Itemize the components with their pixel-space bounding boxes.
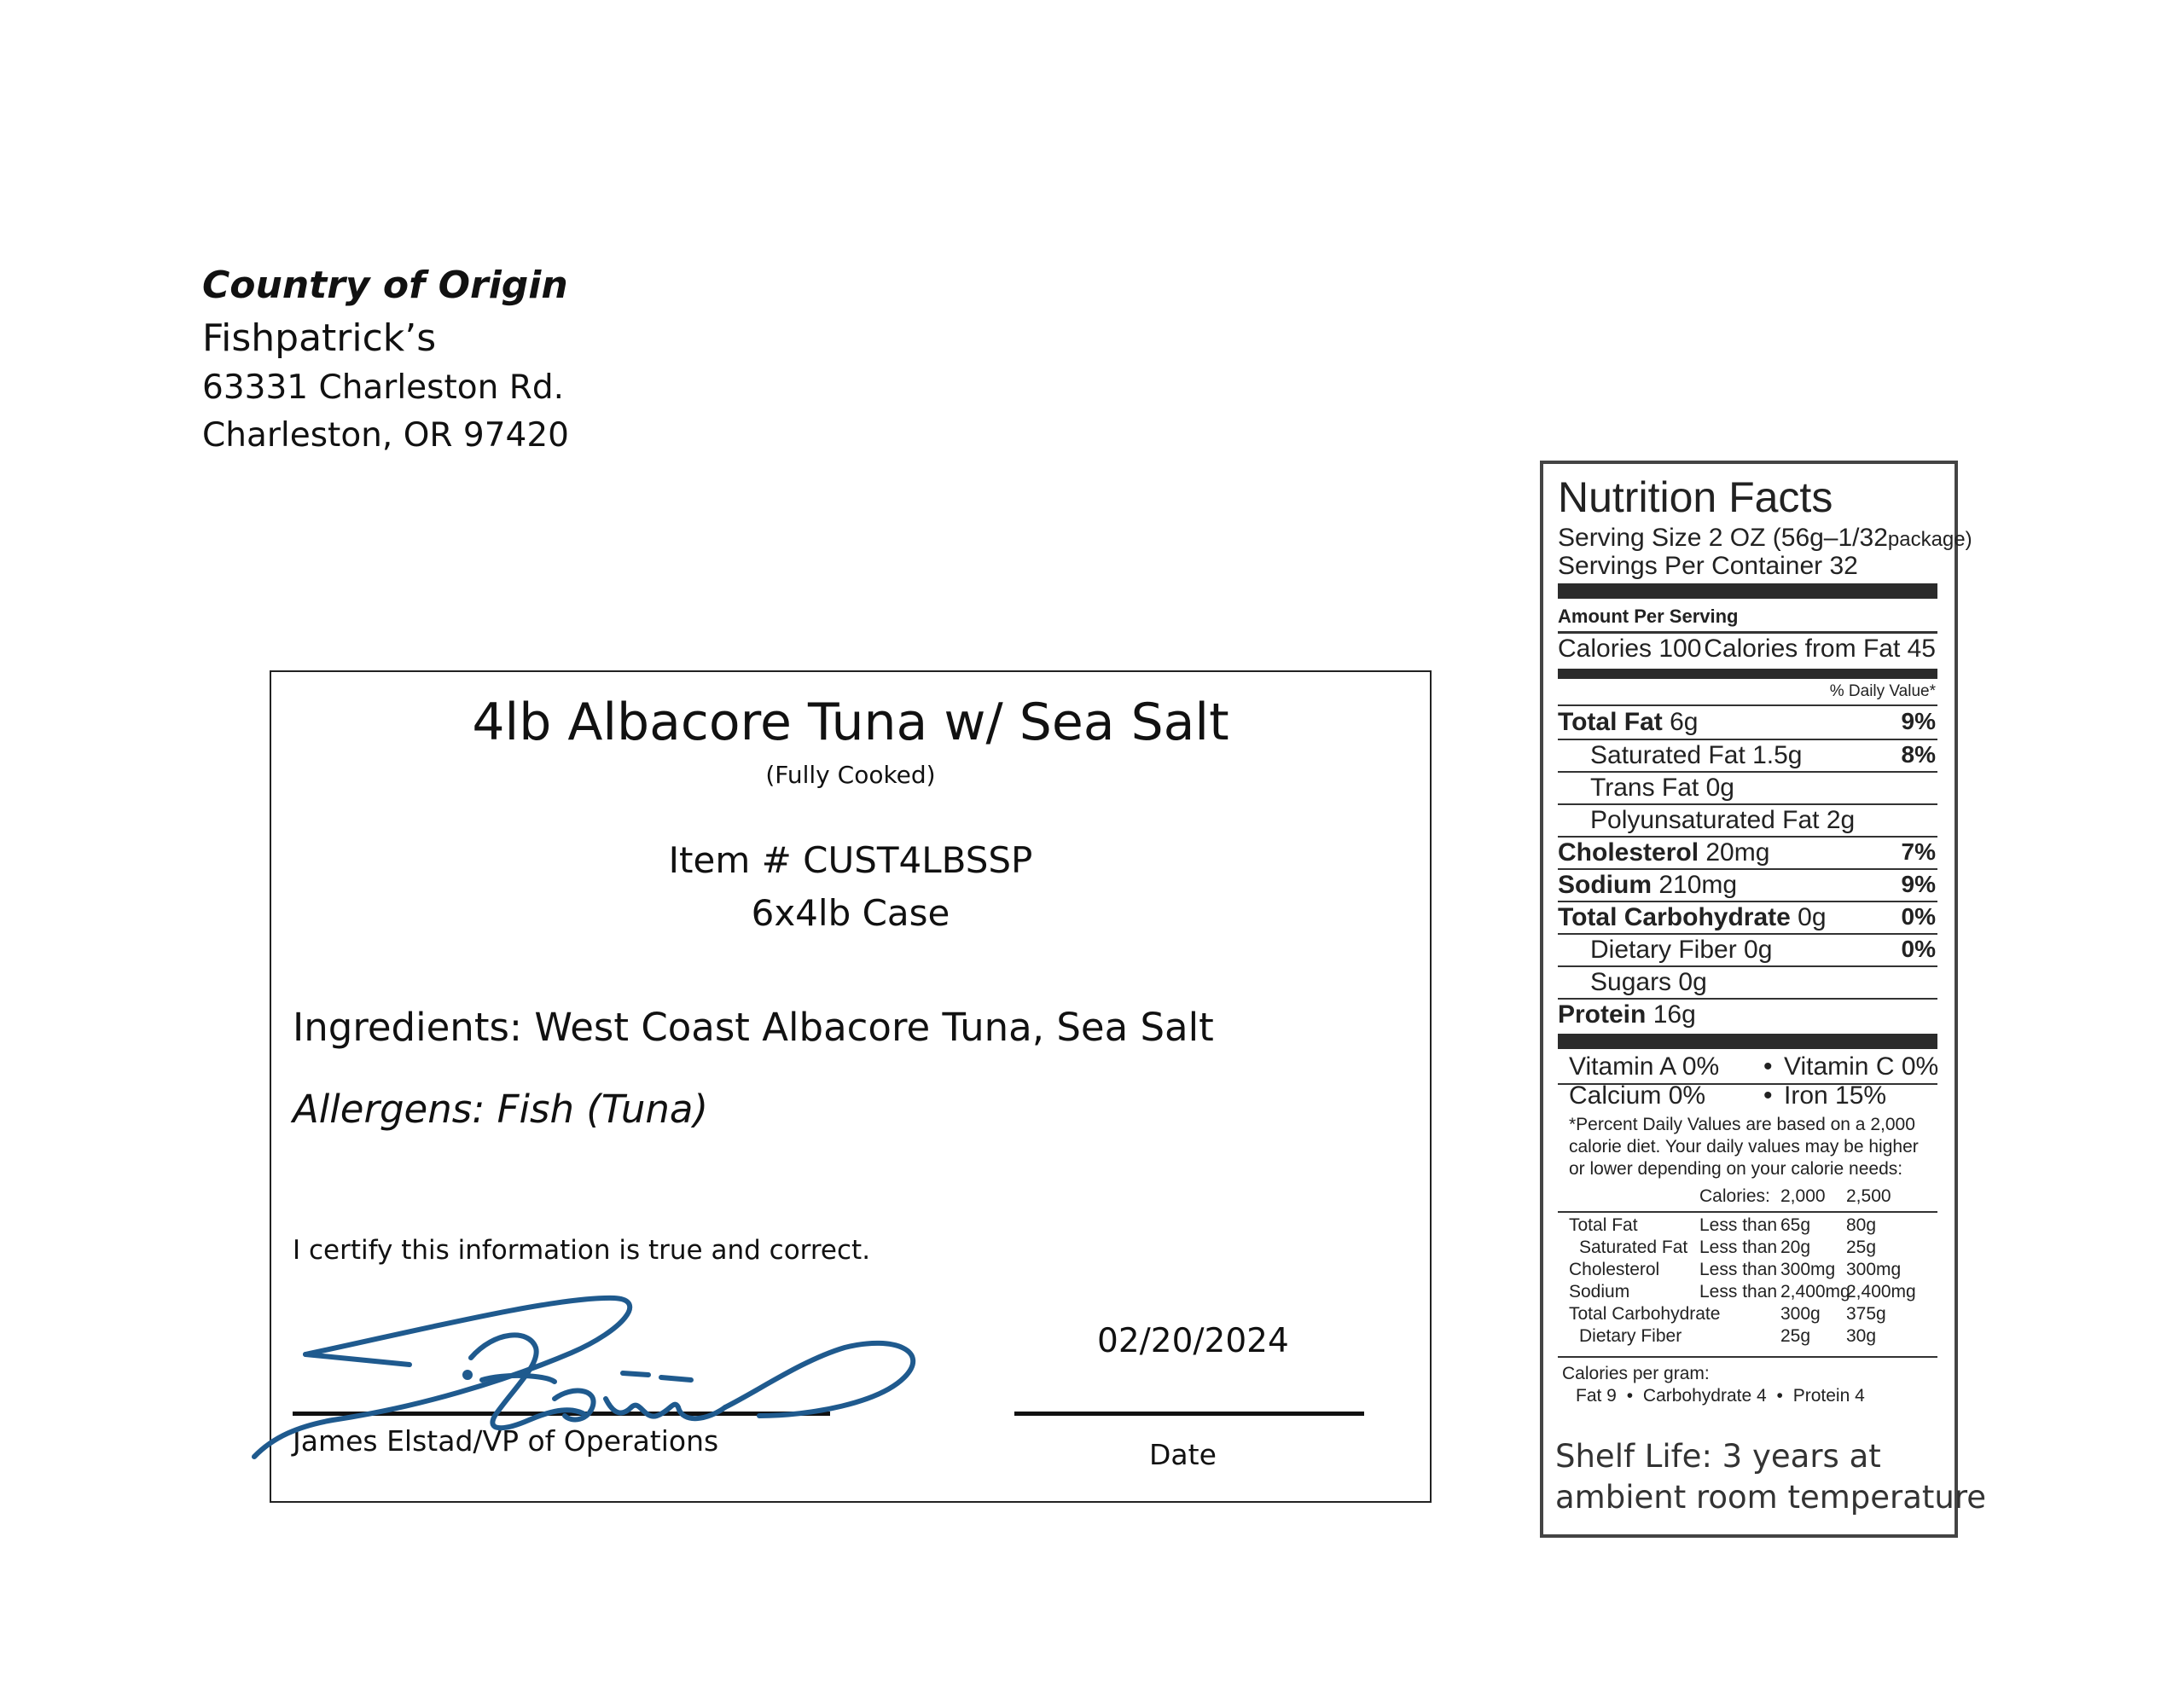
iron: Iron 15% [1784, 1081, 1887, 1110]
allergens: Allergens: Fish (Tuna) [293, 1087, 709, 1132]
table-col-2500: 2,500 [1846, 1186, 1891, 1206]
product-title: 4lb Albacore Tuna w/ Sea Salt [472, 693, 1229, 752]
row-dietary-fiber: Dietary Fiber 0g [1590, 936, 1773, 964]
item-number: Item # CUST4LBSSP [668, 839, 1033, 881]
signatory-name: James Elstad/VP of Operations [293, 1424, 719, 1458]
bullet-icon: • [1763, 1052, 1773, 1081]
calories: Calories 100 [1558, 635, 1702, 663]
origin-heading: Country of Origin [202, 264, 568, 307]
nutrition-title: Nutrition Facts [1558, 473, 1833, 521]
handwritten-signature [247, 1279, 930, 1475]
calcium: Calcium 0% [1569, 1081, 1706, 1110]
vitamin-c: Vitamin C 0% [1784, 1052, 1939, 1081]
shelf-life-line-1: Shelf Life: 3 years at [1555, 1438, 1881, 1475]
origin-block [202, 262, 569, 460]
ingredients: Ingredients: West Coast Albacore Tuna, Sea Salt [293, 1005, 1214, 1050]
date-label: Date [1149, 1438, 1217, 1471]
daily-value-header: % Daily Value* [1829, 682, 1936, 700]
certification-statement: I certify this information is true and correct. [293, 1235, 871, 1266]
row-total-carbohydrate: Total Carbohydrate 0g [1558, 903, 1827, 931]
date-value: 02/20/2024 [1097, 1322, 1289, 1360]
row-trans-fat: Trans Fat 0g [1590, 774, 1734, 802]
shelf-life-line-2: ambient room temperature [1555, 1479, 1987, 1516]
row-sugars: Sugars 0g [1590, 968, 1707, 996]
dv-table-2500: 80g 25g 300mg 2,400mg 375g 30g [1846, 1215, 1916, 1346]
calories-from-fat: Calories from Fat 45 [1704, 635, 1936, 663]
per-gram-values: Fat 9 • Carbohydrate 4 • Protein 4 [1576, 1386, 1865, 1406]
row-cholesterol: Cholesterol 20mg [1558, 838, 1770, 867]
address-line-2: Charleston, OR 97420 [202, 416, 569, 455]
company-name: Fishpatrick’s [202, 316, 437, 360]
row-saturated-fat: Saturated Fat 1.5g [1590, 741, 1803, 769]
footnote: *Percent Daily Values are based on a 2,000 calorie diet. Your daily values may be higher or lower depending on your calorie needs: [1569, 1115, 1919, 1179]
dv-table-2000: 65g 20g 300mg 2,400mg 300g 25g [1780, 1215, 1850, 1346]
amount-per-serving: Amount Per Serving [1558, 606, 1739, 627]
row-sodium: Sodium 210mg [1558, 871, 1738, 899]
bullet-icon: • [1763, 1081, 1773, 1110]
row-protein: Protein 16g [1558, 1000, 1696, 1029]
product-subtitle: (Fully Cooked) [765, 761, 936, 789]
calories-per-gram: Calories per gram: [1562, 1364, 1710, 1383]
vitamin-a: Vitamin A 0% [1569, 1052, 1720, 1081]
dv-table-limits: Less than Less than Less than Less than [1699, 1215, 1778, 1301]
row-polyunsaturated-fat: Polyunsaturated Fat 2g [1590, 806, 1856, 834]
nutrition-facts-panel: Nutrition Facts Serving Size 2 OZ (56g–1/32package) Servings Per Container 32 Amount Per Serving Calories 100 Calories from Fat 45 % Daily Value* Total Fat 6g 9% Saturated Fat 1.5g 8% Trans Fat 0g Polyunsaturated Fat 2g Cholesterol 20mg 7% Sodium 210mg 9% Total Carbohydrate 0g 0% Dietary Fiber 0g 0% Sugars 0g Protein 16g Vitamin A 0% • Vitamin C 0% Calcium 0% • Iron 15% *Percent Daily Values are based on a 2,000 calorie diet. Your daily values may be higher or lower depending on your calorie needs: Calories: 2,000 2,500 Total Fat Saturated Fat Cholesterol Sodium Total Carbohydrate Dietary Fiber Less than Less than Less than Less than 65g 20g 300mg 2,400mg 300g 25g 80g 25g 300mg 2,400mg 375g 30g Calories per gram: Fat 9 • Carbohydrate 4 • Protein 4 Shelf Life: 3 years at ambient room temperature [1540, 461, 1958, 1538]
case-size: 6x4lb Case [751, 892, 950, 934]
table-calories-label: Calories: [1699, 1186, 1770, 1206]
table-col-2000: 2,000 [1780, 1186, 1826, 1206]
row-total-fat: Total Fat 6g [1558, 708, 1699, 736]
servings-per-container: Servings Per Container 32 [1558, 552, 1858, 580]
thick-rule [1558, 583, 1937, 599]
date-line [1014, 1412, 1364, 1416]
serving-size: Serving Size 2 OZ (56g–1/32package) [1558, 524, 1972, 552]
dv-table-nutrients: Total Fat Saturated Fat Cholesterol Sodium Total Carbohydrate Dietary Fiber [1569, 1215, 1721, 1346]
address-line-1: 63331 Charleston Rd. [202, 368, 565, 407]
